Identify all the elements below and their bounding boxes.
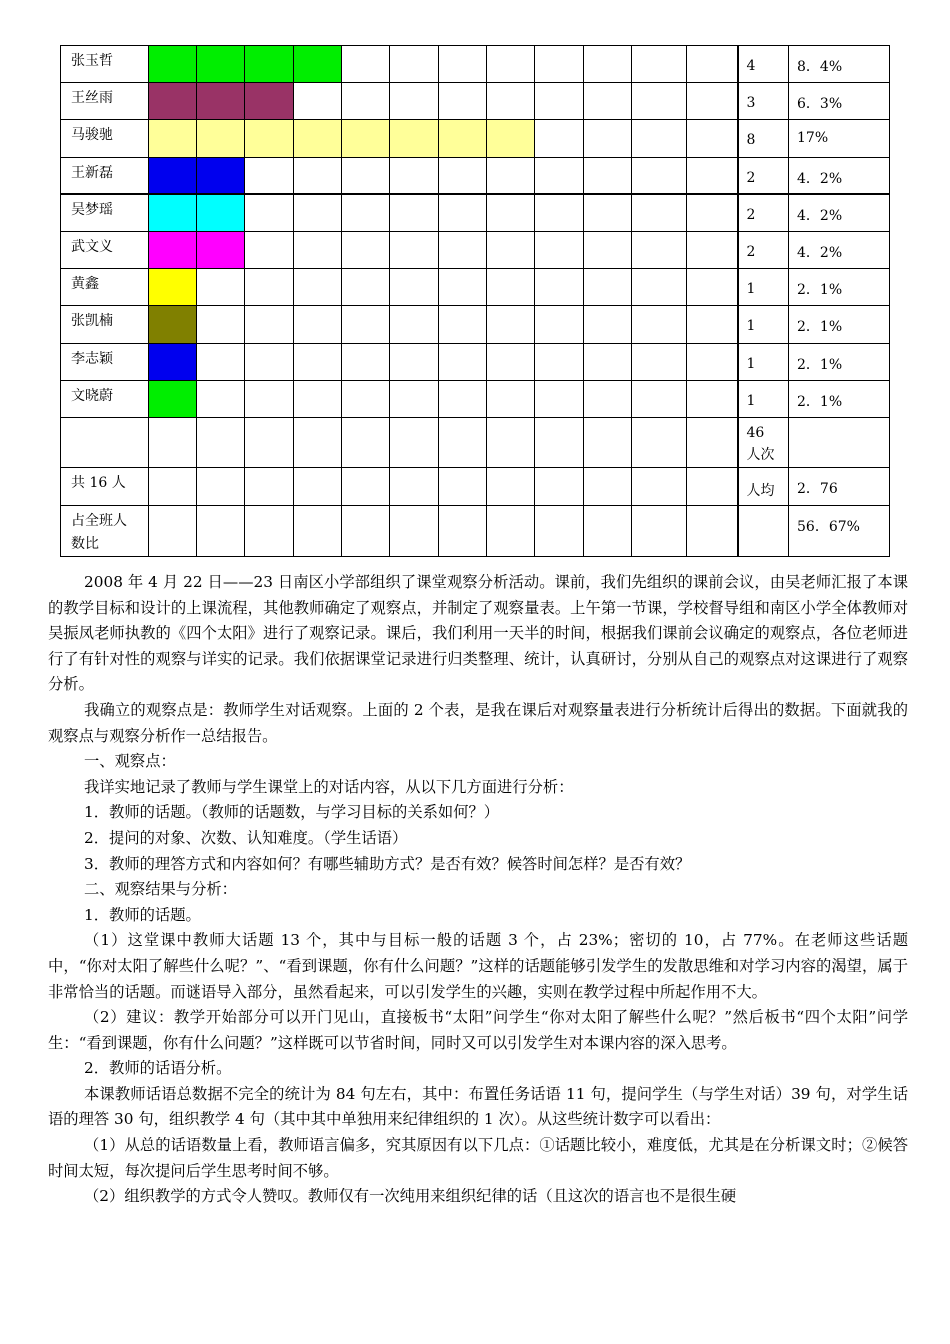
- tally-cell: [342, 46, 390, 83]
- tally-cell: [149, 120, 197, 157]
- tally-cell: [439, 505, 487, 556]
- table-row: [61, 380, 890, 417]
- tally-cell: [487, 232, 535, 269]
- observation-table: [60, 45, 890, 557]
- tally-cell: [439, 343, 487, 380]
- student-name-cell: [61, 343, 149, 380]
- tally-cell: [294, 505, 342, 556]
- tally-cell: [632, 232, 687, 269]
- tally-cell: [535, 380, 584, 417]
- tally-cell: [535, 505, 584, 556]
- tally-cell: [245, 232, 294, 269]
- percent-cell: [789, 380, 890, 417]
- percent-value: 17%: [797, 130, 829, 147]
- tally-cell: [149, 83, 197, 120]
- tally-cell: [294, 468, 342, 505]
- tally-cell: [487, 120, 535, 157]
- count-cell: [738, 505, 789, 556]
- tally-cell: [535, 83, 584, 120]
- count-cell: [738, 46, 789, 83]
- tally-cell: [487, 83, 535, 120]
- student-name-cell: [61, 46, 149, 83]
- percent-cell: [789, 505, 890, 556]
- count-cell: [738, 194, 789, 231]
- tally-cell: [245, 83, 294, 120]
- blank-cell: [687, 232, 738, 269]
- tally-cell: [342, 83, 390, 120]
- tally-cell: [584, 194, 632, 231]
- blank-cell: [687, 120, 738, 157]
- percent-value: 56．67%: [797, 518, 860, 535]
- tally-cell: [439, 468, 487, 505]
- blank-cell: [687, 157, 738, 194]
- tally-cell: [149, 418, 197, 468]
- student-name: 张凯楠: [71, 313, 113, 330]
- student-name: 文晓蔚: [71, 387, 113, 404]
- tally-cell: [294, 306, 342, 343]
- tally-cell: [294, 232, 342, 269]
- paragraph: 我确立的观察点是：教师学生对话观察。上面的 2 个表，是我在课后对观察量表进行分析统计后得出的数据。下面就我的观察点与观察分析作一总结报告。: [48, 700, 908, 745]
- student-name: 黄鑫: [71, 276, 99, 293]
- tally-cell: [197, 505, 245, 556]
- tally-cell: [487, 418, 535, 468]
- tally-cell: [342, 194, 390, 231]
- tally-cell: [439, 380, 487, 417]
- tally-cell: [439, 83, 487, 120]
- tally-cell: [584, 46, 632, 83]
- tally-cell: [245, 343, 294, 380]
- student-name-cell: [61, 83, 149, 120]
- tally-cell: [342, 232, 390, 269]
- tally-cell: [197, 418, 245, 468]
- blank-cell: [687, 418, 738, 468]
- tally-cell: [535, 194, 584, 231]
- percent-cell: [789, 232, 890, 269]
- tally-cell: [245, 269, 294, 306]
- count-value: 3: [746, 95, 756, 112]
- count-value: 1: [746, 392, 756, 409]
- table-row: [61, 194, 890, 231]
- tally-cell: [149, 46, 197, 83]
- percent-value: 2．1%: [797, 282, 843, 299]
- tally-cell: [245, 46, 294, 83]
- tally-cell: [390, 269, 439, 306]
- blank-cell: [687, 83, 738, 120]
- paragraph: 3．教师的理答方式和内容如何？有哪些辅助方式？是否有效？候答时间怎样？是否有效？: [84, 854, 691, 873]
- paragraph: 一、观察点：: [84, 752, 176, 771]
- table-row: [61, 269, 890, 306]
- table-row: [61, 418, 890, 468]
- student-name: 共 16 人: [71, 475, 126, 492]
- tally-cell: [149, 343, 197, 380]
- count-cell: [738, 120, 789, 157]
- student-name-cell: [61, 269, 149, 306]
- tally-cell: [197, 468, 245, 505]
- student-name-line: 数比: [71, 535, 99, 552]
- tally-cell: [197, 380, 245, 417]
- blank-cell: [687, 306, 738, 343]
- percent-value: 2．76: [797, 481, 838, 498]
- tally-cell: [584, 83, 632, 120]
- tally-cell: [149, 157, 197, 194]
- student-name-cell: [61, 380, 149, 417]
- tally-cell: [632, 46, 687, 83]
- percent-cell: [789, 120, 890, 157]
- student-name: 王新磊: [71, 164, 113, 181]
- student-name-cell: [61, 232, 149, 269]
- tally-cell: [584, 157, 632, 194]
- tally-cell: [632, 380, 687, 417]
- tally-cell: [584, 232, 632, 269]
- blank-cell: [687, 46, 738, 83]
- paragraph: （1）从总的话语数量上看，教师语言偏多，究其原因有以下几点：①话题比较小，难度低，尤其是在分析课文时；②候答时间太短，每次提问后学生思考时间不够。: [48, 1136, 908, 1180]
- tally-cell: [632, 418, 687, 468]
- tally-cell: [390, 120, 439, 157]
- paragraph: 1．教师的话题。（教师的话题数，与学习目标的关系如何？）: [84, 803, 500, 822]
- tally-cell: [439, 269, 487, 306]
- tally-cell: [584, 418, 632, 468]
- count-value: 4: [746, 58, 756, 74]
- tally-cell: [439, 418, 487, 468]
- tally-cell: [245, 380, 294, 417]
- blank-cell: [687, 468, 738, 505]
- count-cell: [738, 380, 789, 417]
- tally-cell: [487, 269, 535, 306]
- tally-cell: [487, 468, 535, 505]
- percent-value: 4．2%: [797, 245, 843, 262]
- tally-cell: [390, 232, 439, 269]
- student-name: 马骏驰: [71, 127, 113, 144]
- tally-cell: [149, 468, 197, 505]
- paragraph: （2）组织教学的方式令人赞叹。教师仅有一次纯用来组织纪律的话（且这次的语言也不是很生硬: [84, 1187, 737, 1206]
- tally-cell: [487, 306, 535, 343]
- tally-cell: [487, 380, 535, 417]
- tally-cell: [245, 120, 294, 157]
- tally-cell: [149, 306, 197, 343]
- tally-cell: [390, 505, 439, 556]
- percent-cell: [789, 269, 890, 306]
- count-value: 人均: [746, 483, 775, 500]
- tally-cell: [632, 120, 687, 157]
- count-value: 2: [746, 207, 756, 224]
- tally-cell: [149, 269, 197, 306]
- tally-cell: [632, 194, 687, 231]
- percent-value: 2．1%: [797, 393, 843, 410]
- tally-cell: [342, 157, 390, 194]
- student-name-cell: [61, 468, 149, 505]
- student-name: 吴梦瑶: [71, 202, 113, 219]
- tally-cell: [197, 157, 245, 194]
- student-name: 张玉哲: [71, 53, 113, 69]
- table-row: [61, 83, 890, 120]
- tally-cell: [632, 83, 687, 120]
- student-name-cell: [61, 505, 149, 556]
- paragraph: 2．提问的对象、次数、认知难度。（学生话语）: [84, 828, 408, 847]
- tally-cell: [439, 46, 487, 83]
- tally-cell: [197, 306, 245, 343]
- tally-cell: [342, 380, 390, 417]
- paragraph: 本课教师话语总数据不完全的统计为 84 句左右，其中：布置任务话语 11 句，提问学生（与学生对话）39 句，对学生话语的理答 30 句，组织教学 4 句（其中其中单独用来纪律组织的 1 次）。从这些统计数字可以看出：: [48, 1084, 908, 1129]
- tally-cell: [197, 232, 245, 269]
- count-cell: [738, 468, 789, 505]
- tally-cell: [149, 194, 197, 231]
- paragraph: 2．教师的话语分析。: [84, 1059, 232, 1078]
- tally-cell: [149, 505, 197, 556]
- tally-cell: [342, 418, 390, 468]
- paragraph: 2008 年 4 月 22 日——23 日南区小学部组织了课堂观察分析活动。课前，我们先组织的课前会议，由吴老师汇报了本课的教学目标和设计的上课流程，其他教师确定了观察点，并制定了观察量表。上午第一节课，学校督导组和南区小学全体教师对吴振凤老师执教的《四个太阳》进行了观察记录。课后，我们利用一天半的时间，根据我们课前会议确定的观察点，各位老师进行了有针对性的观察与详实的记录。我们依据课堂记录进行归类整理、统计，认真研讨，分别从自己的观察点对这课进行了观察分析。: [48, 573, 908, 694]
- tally-cell: [197, 343, 245, 380]
- paragraph: 1．教师的话题。: [84, 905, 201, 924]
- count-value: 2: [746, 169, 756, 186]
- tally-cell: [390, 468, 439, 505]
- tally-cell: [632, 269, 687, 306]
- student-name-cell: [61, 157, 149, 194]
- tally-cell: [294, 269, 342, 306]
- tally-cell: [390, 418, 439, 468]
- tally-cell: [342, 120, 390, 157]
- tally-cell: [584, 380, 632, 417]
- student-name-cell: [61, 194, 149, 231]
- count-cell: [738, 232, 789, 269]
- count-value: 2: [746, 244, 756, 261]
- table-row: [61, 157, 890, 194]
- count-cell: [738, 269, 789, 306]
- tally-cell: [245, 194, 294, 231]
- tally-cell: [584, 269, 632, 306]
- percent-cell: [789, 468, 890, 505]
- count-cell: [738, 83, 789, 120]
- tally-cell: [487, 46, 535, 83]
- table-row: [61, 306, 890, 343]
- tally-cell: [632, 468, 687, 505]
- tally-cell: [439, 306, 487, 343]
- tally-cell: [294, 380, 342, 417]
- percent-cell: [789, 46, 890, 83]
- table-row: [61, 468, 890, 505]
- percent-cell: [789, 83, 890, 120]
- percent-cell: [789, 306, 890, 343]
- table-row: [61, 120, 890, 157]
- blank-cell: [687, 380, 738, 417]
- tally-cell: [294, 194, 342, 231]
- tally-cell: [390, 157, 439, 194]
- student-name: 李志颖: [71, 350, 113, 367]
- tally-cell: [342, 468, 390, 505]
- table-row: [61, 343, 890, 380]
- student-name-cell: [61, 306, 149, 343]
- blank-cell: [687, 269, 738, 306]
- blank-cell: [687, 194, 738, 231]
- student-name-cell: [61, 120, 149, 157]
- tally-cell: [584, 306, 632, 343]
- percent-value: 2．1%: [797, 319, 843, 336]
- percent-value: 2．1%: [797, 356, 843, 373]
- tally-cell: [487, 343, 535, 380]
- percent-cell: [789, 418, 890, 468]
- student-name-line: 占全班人: [71, 512, 127, 529]
- count-cell: [738, 418, 789, 468]
- tally-cell: [390, 194, 439, 231]
- tally-cell: [245, 418, 294, 468]
- tally-cell: [487, 157, 535, 194]
- tally-cell: [535, 343, 584, 380]
- tally-cell: [535, 232, 584, 269]
- tally-cell: [197, 120, 245, 157]
- tally-cell: [294, 343, 342, 380]
- tally-cell: [197, 269, 245, 306]
- count-cell: [738, 157, 789, 194]
- tally-cell: [197, 46, 245, 83]
- count-cell: [738, 343, 789, 380]
- tally-cell: [487, 194, 535, 231]
- report-text: [48, 570, 908, 1210]
- tally-cell: [390, 306, 439, 343]
- percent-value: 4．2%: [797, 208, 843, 225]
- percent-cell: [789, 343, 890, 380]
- tally-cell: [245, 468, 294, 505]
- student-name: 王丝雨: [71, 90, 113, 107]
- percent-cell: [789, 157, 890, 194]
- tally-cell: [632, 157, 687, 194]
- tally-cell: [439, 157, 487, 194]
- tally-cell: [632, 505, 687, 556]
- tally-cell: [294, 46, 342, 83]
- count-value: 1: [746, 318, 756, 335]
- tally-cell: [535, 418, 584, 468]
- tally-cell: [245, 157, 294, 194]
- tally-cell: [439, 232, 487, 269]
- blank-cell: [687, 343, 738, 380]
- tally-cell: [584, 120, 632, 157]
- tally-cell: [149, 380, 197, 417]
- paragraph: （1）这堂课中教师大话题 13 个，其中与目标一般的话题 3 个，占 23%；密切的 10，占 77%。在老师这些话题中，“你对太阳了解些什么呢？”、“看到课题，你有什么问题？”这样的话题能够引发学生的发散思维和对学习内容的渴望，属于非常恰当的话题。而谜语导入部分，虽然看起来，可以引发学生的兴趣，实则在教学过程中所起作用不大。: [48, 931, 908, 1001]
- paragraph: 我详实地记录了教师与学生课堂上的对话内容，从以下几方面进行分析：: [84, 777, 574, 796]
- tally-cell: [535, 120, 584, 157]
- blank-cell: [687, 505, 738, 556]
- tally-cell: [294, 157, 342, 194]
- percent-cell: [789, 194, 890, 231]
- tally-cell: [390, 83, 439, 120]
- count-value: 1: [746, 355, 756, 372]
- percent-value: 6．3%: [797, 96, 843, 113]
- tally-cell: [535, 46, 584, 83]
- table-body: [61, 46, 890, 557]
- tally-cell: [584, 343, 632, 380]
- tally-cell: [439, 120, 487, 157]
- paragraph: （2）建议：教学开始部分可以开门见山，直接板书“太阳”问学生“你对太阳了解些什么呢？”然后板书“四个太阳”问学生：“看到课题，你有什么问题？”这样既可以节省时间，同时又可以引发学生对本课内容的深入思考。: [48, 1008, 908, 1052]
- tally-cell: [342, 505, 390, 556]
- tally-cell: [632, 343, 687, 380]
- table-row: [61, 505, 890, 556]
- percent-value: 4．2%: [797, 170, 843, 187]
- tally-cell: [245, 306, 294, 343]
- tally-cell: [390, 343, 439, 380]
- tally-cell: [294, 120, 342, 157]
- tally-cell: [342, 306, 390, 343]
- tally-cell: [584, 505, 632, 556]
- count-value: 8: [746, 132, 756, 149]
- tally-cell: [149, 232, 197, 269]
- table-row: [61, 232, 890, 269]
- tally-cell: [535, 306, 584, 343]
- tally-cell: [390, 46, 439, 83]
- table-row: [61, 46, 890, 83]
- paragraph: 二、观察结果与分析：: [84, 880, 237, 899]
- tally-cell: [294, 83, 342, 120]
- percent-value: 8．4%: [797, 59, 843, 75]
- tally-cell: [535, 468, 584, 505]
- tally-cell: [342, 343, 390, 380]
- count-value: 1: [746, 281, 756, 298]
- tally-cell: [294, 418, 342, 468]
- tally-cell: [535, 157, 584, 194]
- tally-cell: [197, 83, 245, 120]
- count-line: 人次: [746, 447, 775, 464]
- student-name: 武文义: [71, 239, 113, 256]
- tally-cell: [632, 306, 687, 343]
- tally-cell: [584, 468, 632, 505]
- tally-cell: [390, 380, 439, 417]
- tally-cell: [439, 194, 487, 231]
- tally-cell: [487, 505, 535, 556]
- count-cell: [738, 306, 789, 343]
- student-name-cell: [61, 418, 149, 468]
- tally-cell: [342, 269, 390, 306]
- tally-cell: [197, 194, 245, 231]
- tally-cell: [535, 269, 584, 306]
- tally-cell: [245, 505, 294, 556]
- count-line: 46: [746, 425, 765, 442]
